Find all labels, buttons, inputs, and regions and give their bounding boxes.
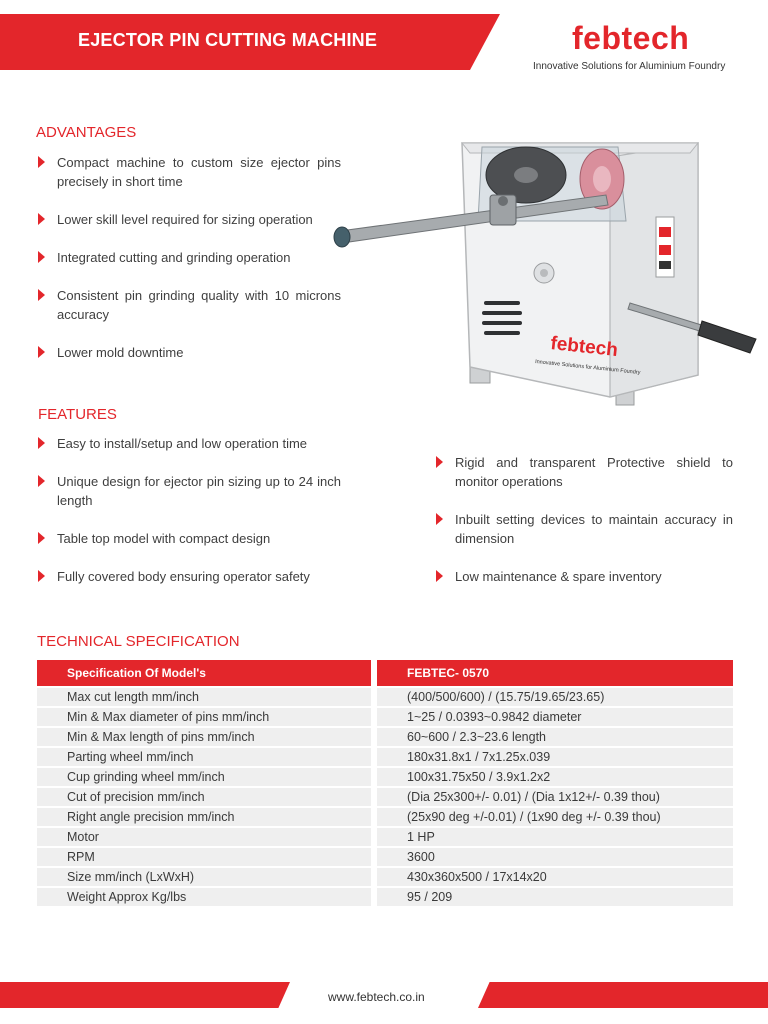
advantage-text: Lower skill level required for sizing operation	[57, 212, 313, 227]
spec-value: 1 HP	[377, 828, 733, 846]
spec-label: Weight Approx Kg/lbs	[37, 888, 371, 906]
website-link[interactable]: www.febtech.co.in	[328, 990, 425, 1004]
feature-item	[38, 529, 341, 548]
footer-band-right	[478, 982, 768, 1008]
feature-item	[436, 510, 733, 548]
bullet-arrow-icon	[436, 456, 443, 468]
spec-value: 1~25 / 0.0393~0.9842 diameter	[377, 708, 733, 726]
advantage-item	[38, 210, 341, 229]
feature-text: Unique design for ejector pin sizing up to 24 inch length	[57, 474, 341, 508]
brand-tagline: Innovative Solutions for Aluminium Foundry	[533, 61, 726, 72]
spec-col2-header: FEBTEC- 0570	[377, 660, 733, 686]
spec-value: 3600	[377, 848, 733, 866]
feature-text: Fully covered body ensuring operator safety	[57, 569, 310, 584]
machine-brand: febtech	[549, 333, 619, 362]
spec-label: Cup grinding wheel mm/inch	[37, 768, 371, 786]
advantage-text: Integrated cutting and grinding operation	[57, 250, 291, 265]
table-row	[37, 868, 733, 888]
spec-label: Motor	[37, 828, 371, 846]
spec-label: Right angle precision mm/inch	[37, 808, 371, 826]
feature-text: Table top model with compact design	[57, 531, 271, 546]
advantages-heading: ADVANTAGES	[36, 124, 137, 141]
spec-label: Parting wheel mm/inch	[37, 748, 371, 766]
feature-text: Easy to install/setup and low operation time	[57, 436, 308, 451]
spec-value: (25x90 deg +/-0.01) / (1x90 deg +/- 0.39 thou)	[377, 808, 733, 826]
bullet-arrow-icon	[38, 475, 45, 487]
table-row	[37, 748, 733, 768]
feature-text: Low maintenance & spare inventory	[455, 569, 662, 584]
spec-label: Cut of precision mm/inch	[37, 788, 371, 806]
feature-text: Inbuilt setting devices to maintain accuracy in dimension	[455, 512, 733, 546]
table-row	[37, 728, 733, 748]
spec-label: Size mm/inch (LxWxH)	[37, 868, 371, 886]
spec-value: 60~600 / 2.3~23.6 length	[377, 728, 733, 746]
page-title: EJECTOR PIN CUTTING MACHINE	[78, 30, 378, 50]
advantage-item	[38, 343, 341, 362]
table-row	[37, 788, 733, 808]
brand-logo: febtech	[572, 20, 690, 56]
bullet-arrow-icon	[436, 570, 443, 582]
advantage-text: Consistent pin grinding quality with 10 microns accuracy	[57, 288, 341, 322]
spec-table	[37, 660, 733, 908]
spec-value: (400/500/600) / (15.75/19.65/23.65)	[377, 688, 733, 706]
advantage-item	[38, 286, 341, 324]
table-row	[37, 888, 733, 908]
spec-value: 95 / 209	[377, 888, 733, 906]
spec-col1-header: Specification Of Model's	[37, 660, 371, 686]
spec-value: (Dia 25x300+/- 0.01) / (Dia 1x12+/- 0.39 thou)	[377, 788, 733, 806]
spec-label: Min & Max length of pins mm/inch	[37, 728, 371, 746]
machine-image	[330, 135, 760, 415]
spec-heading: TECHNICAL SPECIFICATION	[37, 633, 240, 650]
feature-item	[38, 434, 341, 453]
spec-value: 180x31.8x1 / 7x1.25x.039	[377, 748, 733, 766]
bullet-arrow-icon	[38, 213, 45, 225]
features-heading: FEATURES	[38, 406, 117, 423]
bullet-arrow-icon	[436, 513, 443, 525]
bullet-arrow-icon	[38, 437, 45, 449]
spec-value: 430x360x500 / 17x14x20	[377, 868, 733, 886]
bullet-arrow-icon	[38, 156, 45, 168]
table-row	[37, 768, 733, 788]
feature-item	[436, 567, 733, 586]
bullet-arrow-icon	[38, 289, 45, 301]
feature-item	[38, 567, 341, 586]
spec-label: Min & Max diameter of pins mm/inch	[37, 708, 371, 726]
bullet-arrow-icon	[38, 346, 45, 358]
advantage-item	[38, 153, 341, 191]
feature-item	[436, 453, 733, 491]
table-row	[37, 808, 733, 828]
table-row	[37, 708, 733, 728]
spec-label: RPM	[37, 848, 371, 866]
table-row	[37, 828, 733, 848]
footer-band-left	[0, 982, 290, 1008]
feature-item	[38, 472, 341, 510]
bullet-arrow-icon	[38, 532, 45, 544]
machine-tagline: Innovative Solutions for Aluminium Foundry	[534, 359, 641, 377]
feature-text: Rigid and transparent Protective shield to monitor operations	[455, 455, 733, 489]
table-row	[37, 848, 733, 868]
bullet-arrow-icon	[38, 251, 45, 263]
advantage-text: Lower mold downtime	[57, 345, 184, 360]
spec-value: 100x31.75x50 / 3.9x1.2x2	[377, 768, 733, 786]
spec-label: Max cut length mm/inch	[37, 688, 371, 706]
spec-header-row	[37, 660, 733, 686]
advantage-item	[38, 248, 341, 267]
table-row	[37, 688, 733, 708]
advantage-text: Compact machine to custom size ejector pins precisely in short time	[57, 155, 341, 189]
bullet-arrow-icon	[38, 570, 45, 582]
